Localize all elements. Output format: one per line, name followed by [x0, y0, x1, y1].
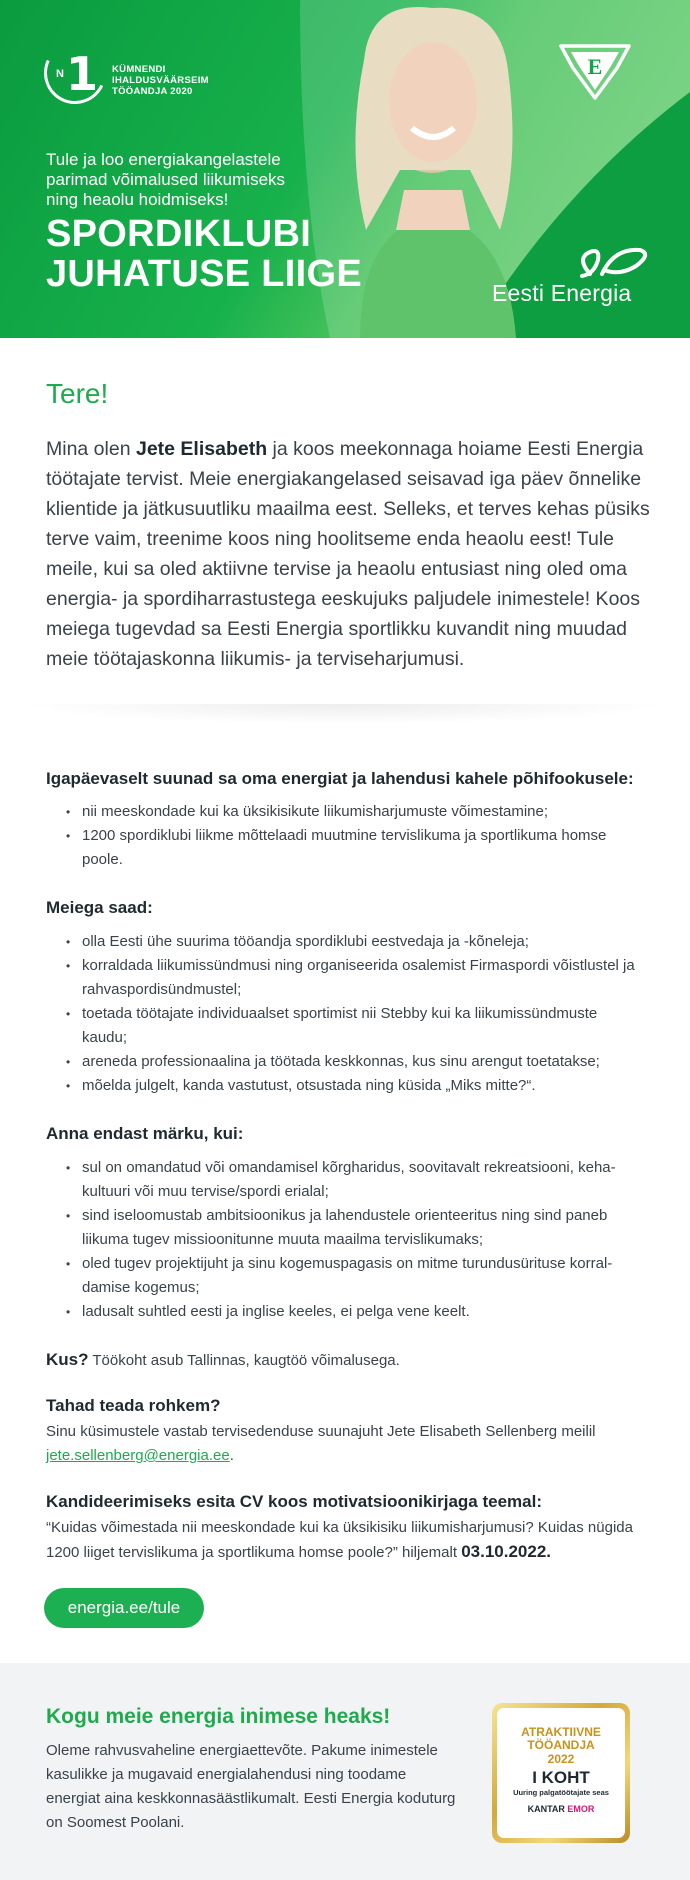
- contact-heading: Tahad teada rohkem?: [46, 1396, 221, 1415]
- list-item: • oled tugev projektijuht ja sinu kogemuspagasis on mitme turundusürituse korral-damise kogemus;: [66, 1252, 646, 1300]
- banner-tagline: [46, 150, 376, 210]
- location-paragraph: [46, 1348, 646, 1373]
- job-title-line-1: SPORDIKLUBI: [46, 213, 312, 255]
- contact-paragraph: [46, 1420, 646, 1468]
- list-item: • toetada töötajate individuaalset sportimist nii Stebby kui ka liikumissündmuste kaudu;: [66, 1002, 646, 1050]
- list-item: • ladusalt suhtled eesti ja inglise keeles, ei pelga vene keelt.: [66, 1300, 646, 1324]
- apply-deadline: 03.10.2022.: [461, 1542, 552, 1561]
- award-rank: I KOHT: [532, 1768, 590, 1787]
- tagline-line-1: Tule ja loo energiakangelastele: [46, 150, 281, 169]
- list-item: • sul on omandatud või omandamisel kõrgharidus, soovitavalt rekreatsiooni, keha-kultuuri või muu tervise/spordi erialal;: [66, 1156, 646, 1204]
- focus-list: [66, 800, 646, 872]
- footer-title: Kogu meie energia inimese heaks!: [46, 1705, 391, 1728]
- location-text: Töökoht asub Tallinnas, kaugtöö võimalusega.: [88, 1352, 400, 1369]
- kantar-emor-logo: [497, 1804, 625, 1814]
- award-inner: [497, 1708, 625, 1838]
- apply-text: “Kuidas võimestada nii meeskondade kui ka üksikisiku liikumisharjumusi? Kuidas nügida 1200 liiget tervislikuma ja sportlikuma homse poole?” hiljemalt: [46, 1519, 633, 1561]
- list-item: • areneda professionaalina ja töötada keskkonnas, kus sinu arengut toetatakse;: [66, 1050, 646, 1074]
- e-shield-logo-icon: [557, 42, 633, 102]
- job-title: [46, 214, 362, 294]
- contact-text: Sinu küsimustele vastab tervisedenduse suunajuht Jete Elisabeth Sellenberg meilil: [46, 1423, 596, 1440]
- award-year: 2022: [547, 1752, 575, 1766]
- award-title: [497, 1708, 625, 1752]
- badge-line-2: IHALDUSVÄÄRSEIM: [112, 75, 209, 86]
- list-item: • 1200 spordiklubi liikme mõttelaadi muutmine tervislikuma ja sportlikuma homse poole.: [66, 824, 646, 872]
- badge-number: 1: [66, 47, 99, 101]
- list-item: • mõelda julgelt, kanda vastutust, otsustada ning küsida „Miks mitte?“.: [66, 1074, 646, 1098]
- attractive-employer-award-badge: [492, 1703, 630, 1843]
- svg-text:E: E: [587, 54, 603, 79]
- job-title-line-2: JUHATUSE LIIGE: [46, 253, 362, 295]
- ee-swirl-icon: [490, 244, 650, 284]
- footer-text: Oleme rahvusvaheline energiaettevõte. Pakume inimestele kasulikke ja mugavaid energialahendusi ning toodame energiat aina keskkonnasäästlikumalt. Eesti Energia koduturg on Soomest Poolani.: [46, 1742, 456, 1831]
- intro-body: ja koos meekonnaga hoiame Eesti Energia töötajate tervist. Meie energiakangelased seisavad iga päev õnnelike klientide ja jätkusuutliku maailma eest. Selleks, et terves kehas püsiks terve vaim, treenime koos ning hoolitseme enda heaolu eest! Tule meile, kui sa oled aktiivne tervise ja heaolu entusiast ning oled oma energia- ja spordiharrastustega eeskujuks paljudele inimestele! Koos meiega tugevdad sa Eesti Energia sportlikku kuvandit ning muudad meie töötajaskonna liikumis- ja terviseharjumusi.: [46, 438, 650, 670]
- apply-heading: Kandideerimiseks esita CV koos motivatsioonikirjaga teemal:: [46, 1492, 543, 1511]
- apply-paragraph: [46, 1516, 646, 1565]
- list-item: • olla Eesti ühe suurima tööandja spordiklubi eestvedaja ja -kõneleja;: [66, 930, 646, 954]
- recruiter-name: Jete Elisabeth: [135, 438, 268, 460]
- award-subtitle: Uuring palgatöötajate seas: [513, 1788, 609, 1797]
- company-footer: [0, 1663, 690, 1880]
- badge-line-1: KÜMNENDI: [112, 64, 166, 75]
- emor-word: EMOR: [567, 1804, 595, 1814]
- header-banner: [0, 0, 690, 338]
- badge-text: [112, 64, 209, 97]
- brand-wordmark: Eesti Energia: [492, 280, 632, 306]
- intro-paragraph: [46, 434, 652, 674]
- award-line-2: TÖÖANDJA: [527, 1738, 595, 1752]
- contact-suffix: .: [229, 1447, 234, 1464]
- eesti-energia-logo: [490, 244, 650, 308]
- list-item: • sind iseloomustab ambitsioonikus ja lahendustele orienteeritus ning sind paneb liikuma tugev missioonitunne muuta maailma tervislikumaks;: [66, 1204, 646, 1252]
- intro-lead: Mina olen: [46, 438, 136, 460]
- list-item: • nii meeskondade kui ka üksikisikute liikumisharjumuste võimestamine;: [66, 800, 646, 824]
- requirements-heading: Anna endast märku, kui:: [46, 1124, 244, 1143]
- apply-link-button[interactable]: energia.ee/tule: [44, 1588, 204, 1628]
- badge-line-3: TÖÖANDJA 2020: [112, 86, 193, 97]
- section-divider: [20, 704, 670, 724]
- list-item: • korraldada liikumissündmusi ning organiseerida osalemist Firmaspordi võistlustel ja rahvaspordisündmustel;: [66, 954, 646, 1002]
- kantar-word: KANTAR: [527, 1804, 565, 1814]
- award-line-1: ATRAKTIIVNE: [521, 1725, 601, 1739]
- greeting: Tere!: [46, 378, 109, 409]
- contact-email-link[interactable]: jete.sellenberg@energia.ee: [46, 1447, 230, 1464]
- badge-number-prefix: N: [56, 68, 64, 80]
- requirements-list: [66, 1156, 646, 1324]
- top-employer-badge: [44, 42, 244, 112]
- offer-list: [66, 930, 646, 1098]
- offer-heading: Meiega saad:: [46, 898, 153, 917]
- location-label: Kus?: [46, 1350, 89, 1369]
- tagline-line-2: parimad võimalused liikumiseks: [46, 170, 286, 189]
- tagline-line-3: ning heaolu hoidmiseks!: [46, 190, 229, 209]
- focus-heading: Igapäevaselt suunad sa oma energiat ja lahendusi kahele põhifookusele:: [46, 769, 634, 788]
